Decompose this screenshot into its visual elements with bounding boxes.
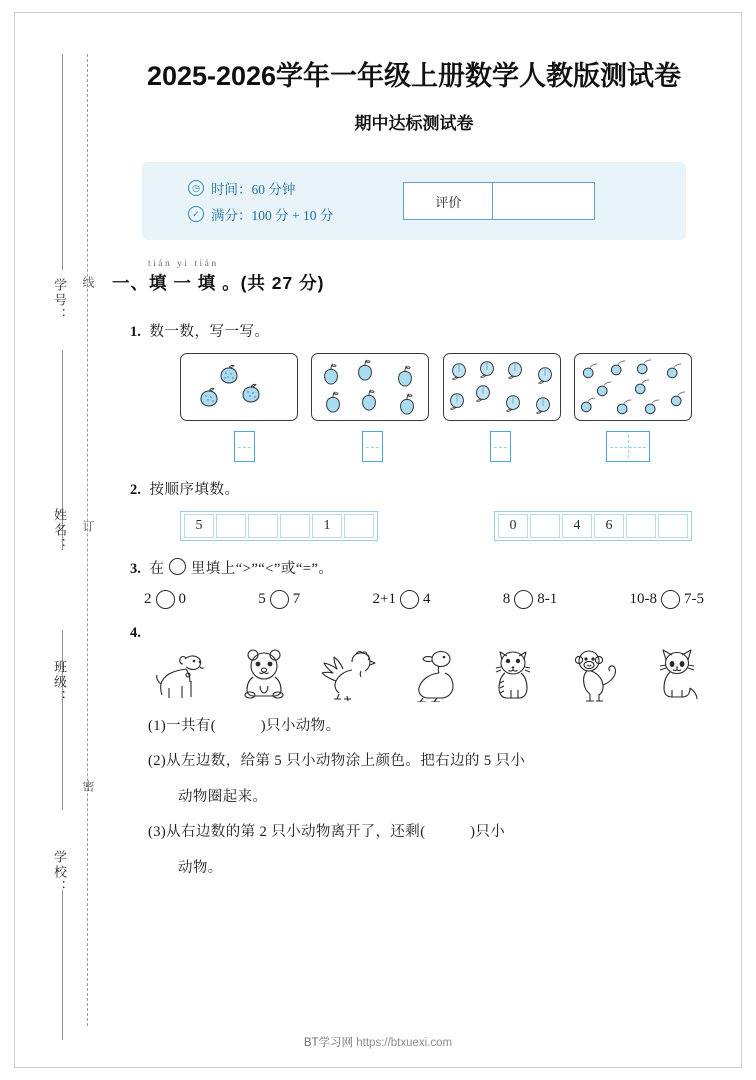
sub-label: (2) [148,753,167,770]
cherry-icon [669,390,687,410]
apple-icon [320,362,342,386]
peach-icon [504,359,526,381]
duck-icon [399,648,461,702]
question-3-comparison-row [144,590,704,609]
cherry-icon [581,362,599,382]
seal-rule-1 [62,54,63,270]
question-2-prompt [130,478,724,499]
question-4-sub-3-line2: 动物。 [178,859,223,876]
peach-icon [476,358,498,380]
comparison-item-4 [503,590,558,609]
sequence-grid-1 [180,511,378,541]
comparison-left: 8 [502,591,511,607]
peach-icon [446,390,468,412]
rooster-icon [316,648,378,702]
comparison-item-3 [373,590,431,609]
sequence-cell[interactable] [344,514,374,538]
sub-text: 从右边数的第 2 只小动物离开了，还剩( )只小 [166,824,506,841]
sub-text: 从左边数，给第 5 只小动物涂上颜色。把右边的 5 只小 [166,753,526,770]
footer-url: https://btxuexi.com [356,1037,453,1049]
comparison-answer-circle[interactable] [400,590,419,609]
strawberry-icon [239,382,263,406]
comparison-left: 2 [144,591,152,607]
strawberry-icon [217,363,241,387]
picture-box-strawberries [180,353,298,421]
class-label: 班级： [52,660,67,705]
question-3-text-before: 在 [149,561,165,577]
answer-slot-4 [564,431,692,462]
exam-info-lines [164,175,333,227]
cherry-icon [633,378,651,398]
seal-word-seal: 密 [81,780,95,794]
sub-label: (1) [148,718,167,734]
check-circle-icon: ✓ [188,206,204,222]
question-2-number: 2. [130,482,141,498]
cherry-icon [635,358,653,378]
question-1-text: 数一数，写一写。 [149,324,270,340]
question-4-animal-row [150,648,710,702]
exam-score-line [188,201,333,227]
sequence-cell[interactable]: 4 [562,514,592,538]
question-2-grid-row [180,511,692,541]
comparison-answer-circle[interactable] [156,590,175,609]
apple-icon [354,358,376,382]
sequence-cell[interactable]: 1 [312,514,342,538]
peach-icon [534,364,556,386]
comparison-item-5 [630,590,705,609]
apple-icon [396,392,418,416]
page-subtitle: 期中达标测试卷 [354,114,474,133]
question-4-number: 4. [130,625,141,641]
question-4-sub-2 [148,750,668,772]
peach-icon [448,360,470,382]
comparison-right: 7 [292,591,301,607]
cherry-icon [609,359,627,379]
section-title: 一、填 一 填 。(共 27 分) [112,273,325,293]
section-pinyin: tián yi tián [148,259,219,269]
bear-icon [233,648,295,702]
seal-margin [40,20,102,1060]
comparison-item-2 [258,590,300,609]
apple-icon [358,388,380,412]
apple-icon [322,390,344,414]
peach-icon [502,392,524,414]
monkey-icon [565,648,627,702]
evaluation-value-cell[interactable] [493,183,594,219]
seal-rule-4 [62,890,63,1040]
circle-blank-icon [169,558,186,575]
answer-slot-1 [180,431,308,462]
answer-box-4[interactable] [606,431,650,462]
question-1-answer-row [180,431,692,462]
evaluation-label: 评价 [404,183,493,219]
tiger-icon [482,648,544,702]
cherry-icon [615,398,633,418]
peach-icon [532,394,554,416]
sequence-cell[interactable] [248,514,278,538]
cherry-icon [665,362,683,382]
seal-word-bind: 订 [81,520,95,534]
strawberry-icon [197,386,221,410]
sequence-cell[interactable] [658,514,688,538]
question-4-sub-2-line2: 动物圈起来。 [178,788,268,805]
exam-time-line [188,175,333,201]
page-title: 2025-2026学年一年级上册数学人教版测试卷 [146,61,682,91]
exam-score-text: 满分：100 分 + 10 分 [211,208,334,223]
question-3-number: 3. [130,561,141,577]
comparison-answer-circle[interactable] [514,590,533,609]
peach-icon [472,382,494,404]
sequence-cell[interactable] [280,514,310,538]
answer-box-2[interactable] [362,431,383,462]
sub-label: (3) [148,824,167,841]
sequence-cell[interactable]: 5 [184,514,214,538]
comparison-right: 7-5 [684,591,705,607]
comparison-item-1 [144,590,186,609]
sequence-cell[interactable]: 6 [594,514,624,538]
seal-rule-3 [62,630,63,810]
sequence-cell[interactable] [216,514,246,538]
comparison-left: 5 [258,591,266,607]
comparison-answer-circle[interactable] [661,590,680,609]
sequence-grid-2 [494,511,692,541]
cherry-icon [579,396,597,416]
exam-time-text: 时间：60 分钟 [211,182,296,197]
student-id-label: 学号： [52,278,67,323]
picture-box-cherries [574,353,692,421]
picture-box-peaches [443,353,561,421]
answer-slot-2 [308,431,436,462]
question-4-sub-1 [148,715,668,737]
answer-box-1[interactable] [234,431,255,462]
comparison-answer-circle[interactable] [270,590,289,609]
comparison-right: 4 [423,591,431,607]
evaluation-table [403,182,595,220]
question-4-sub-3 [148,821,668,843]
cat-icon [648,648,710,702]
picture-box-apples [311,353,429,421]
footer-watermark [0,1034,756,1050]
sequence-cell[interactable] [626,514,656,538]
section-heading [112,259,724,304]
apple-icon [394,364,416,388]
sequence-cell[interactable] [530,514,560,538]
comparison-right: 0 [178,591,186,607]
school-label: 学校： [52,850,67,895]
answer-box-3[interactable] [490,431,511,462]
paper-content [104,28,724,879]
clock-icon: ◷ [188,180,204,196]
question-4-prompt [130,625,724,642]
name-label: 姓名： [52,508,67,553]
question-3-text-after: 里填上“>”“<”或“=”。 [190,561,334,577]
seal-word-line: 线 [81,276,95,290]
answer-slot-3 [436,431,564,462]
question-2-text: 按顺序填数。 [149,482,240,498]
comparison-left: 10-8 [629,591,658,607]
exam-info-band [142,162,686,240]
cherry-icon [595,380,613,400]
sub-text: 一共有( )只小动物。 [166,718,341,734]
sequence-cell[interactable]: 0 [498,514,528,538]
question-1-prompt [130,320,724,341]
comparison-right: 8-1 [537,591,558,607]
footer-brand: BT学习网 [303,1037,354,1049]
question-3-prompt [130,557,724,578]
seal-dashed-line [87,54,88,1026]
comparison-left: 2+1 [372,591,396,607]
cherry-icon [643,398,661,418]
dog-icon [150,648,212,702]
question-1-picture-row [180,353,692,421]
question-1-number: 1. [130,324,141,340]
